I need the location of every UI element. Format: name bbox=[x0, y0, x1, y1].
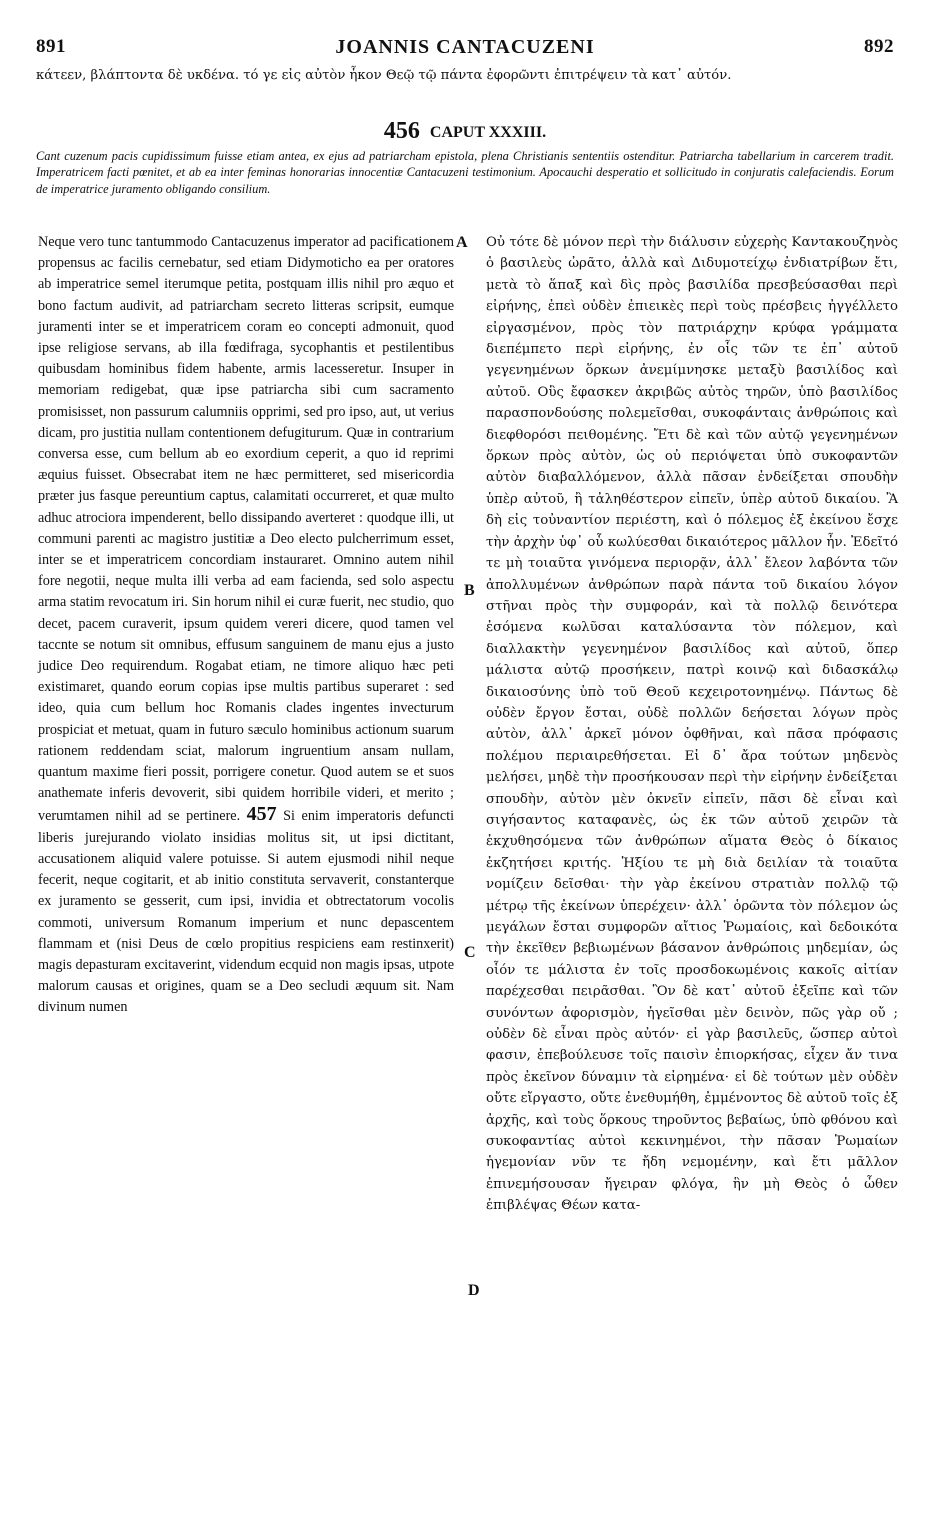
latin-paragraph bbox=[38, 232, 454, 1019]
latin-column bbox=[38, 232, 454, 1019]
latin-text-part1: Neque vero tunc tantummodo Cantacuzenus imperator ad pacificationem propensus ac facilis cernebatur, sed etiam Didymoticho ea per oratores ab imperatrice semel iterumque petita, postquam illis nihil pro æquo et bono factum audivit, ad patriarcham secreto litteras scripsit, eumque juramenti inter se et imperatricem coram eo concepti admonuit, quod ipse religiose servans, ab illa fœdifraga, sycophantis et pestilentibus quibusdam hominibus fidem habente, armis lacesseretur. Insuper in memoriam redigebat, quæ ipse patriarcha sibi cum sacramento promisisset, non passurum calumniis opprimi, sed pro ipso, aut, ut verius dicam, pro justitia nullam contentionem defugiturum. Quæ in contrarium conversa esse, cum bellum ab eo exordium ceperit, a quo id reprimi æquius fuisset. Obsecrabat item ne hæc permitteret, sed misericordia præter jus fasque pereuntium captus, calamitati occurreret, et quæ multo adhuc atrociora impenderent, bello dissipando averteret : quodque illi, ut communi parenti ac magistro justitiæ a Deo electo pulcherrimum esset, inter se et imperatricem concordiam instauraret. Omnino autem nihil fore negotii, neque multa illi verba ad eam facienda, sed solo aspectu arma statim revocatum iri. Sin horum nihil ei curæ fuerit, nec studio, quo decet, pacem curaverit, ipsum quidem vereri dicere, quod tamen vel taccnte se notum sit omnibus, effusum sanguinem de manu ejus a justo judice Deo requirendum. Rogabat etiam, ne timore aliquo hæc peti existimaret, quando eorum copias ipse multis partibus superaret : sed ideo, quia cum bellum hoc Romanis clades ingentes invecturum prospiciat et metuat, quam in futuro sæculo hominibus actionum suarum rationem reddendam sciat, malorum ingruentium ansam nullam, quantum maxime fieri possit, porrigere conetur. Quod autem se et suos anathemate inferis devoverit, sibi quidem horribile videri, et merito ; verumtamen nihil ad se pertinere. bbox=[38, 234, 454, 825]
chapter-argument: Cant cuzenum pacis cupidissimum fuisse etiam antea, ex ejus ad patriarcham epistola, plena Christianis sententiis ostenditur. Patriarcha tabellarium in carcerem tradit. Imperatricem facti pœnitet, et ab ea inter feminas honorarias innocentiæ Cantacuzeni testimonium. Apocauchi desperatio et sollicitudo in conjuratis calefaciendis. Eorum de imperatrice juramento obligando consilium. bbox=[36, 149, 894, 196]
carryover-greek-line: κάτεεν, βλάπτοντα δὲ υκδένα. τό γε εἰς αὐτὸν ἧκον Θεῷ τῷ πάντα ἐφορῶντι ἐπιτρέψειν τὰ κατ᾽ αὐτόν. bbox=[36, 68, 732, 83]
greek-paragraph: Οὐ τότε δὲ μόνον περὶ τὴν διάλυσιν εὐχερὴς Καντακουζηνὸς ὁ βασιλεὺς ὠρᾶτο, ἀλλὰ καὶ Διδυμοτείχῳ ἐνδιατρίβων ἔτι, μετὰ τὸ ἅπαξ καὶ δὶς πρὸς βασιλίδα πρεσβεύσασθαι περὶ εἰρήνης, ἐπεὶ οὐδὲν ἐπιεικὲς περὶ τοὺς πρέσβεις ἠγγέλλετο εἰργασμένον, πρὸς τὸν πατριάρχην κρύφα γράμματα διεπέμπετο περὶ εἰρήνης, ἐν οἷς τῶν τε ἐπ᾽ αὐτοῦ γεγενημένων ὅρκων ἀνεμίμνησκε μεταξὺ βασιλίδος καὶ αὐτοῦ. Οὓς ἔφασκεν ἀκριβῶς αὐτὸς τηρῶν, ὑπὸ βασιλίδος παρασπονδούσης πολεμεῖσθαι, συκοφάνταις ἀνθρώποις καὶ διεφθορόσι πειθομένης. Ἔτι δὲ καὶ τῶν αὐτῷ γεγενημένων ὅρκων πρὸς αὐτὸν, ὡς οὐ περιόψεται ὑπὸ συκοφαντῶν αὐτὸν διαβαλλόμενον, ἀλλὰ πᾶσαν ἐνδείξεται σπουδὴν ὑπὲρ αὐτοῦ, ἢ τἀληθέστερον εἰπεῖν, ὑπὲρ αὐτοῦ δικαίου. Ἃ δὴ εἰς τοὐναντίον περιέστη, καὶ ὁ πόλεμος ἐξ ἐκείνου ἔσχε τὴν ἀρχὴν ὑφ᾽ οὗ κωλύεσθαι δικαιότερος μᾶλλον ἦν. Ἐδεῖτό τε μὴ τοιαῦτα γινόμενα περιορᾷν, ἀλλ᾽ ἔλεον λαβόντα τῶν ἀπολλυμένων ἀνθρώπων παρὰ πάντα τοῦ δικαίου λόγον στῆναι πρὸς τὴν συμφοράν, καὶ τὰ πολλῷ δεινότερα ἐσόμενα κωλῦσαι καταλύσαντα τὸν πόλεμον, καὶ διαλλακτὴν γεγενημένον βασιλίδος καὶ αὐτοῦ, ὅπερ μάλιστα αὐτῷ προσήκειν, πατρὶ κοινῷ καὶ διδασκάλῳ δικαιοσύνης ὑπὸ τοῦ Θεοῦ κεχειροτονημένῳ. Πάντως δὲ οὐδὲν ἔργον ἔσται, οὐδὲ πολλῶν δεήσεται λόγων πρὸς αὐτὸν, ἀλλ᾽ ἀρκεῖ μόνον ὀφθῆναι, καὶ πᾶσα πρόφασις πολέμου περιαιρεθήσεται. Εἰ δ᾽ ἄρα τούτων μηδενὸς μελήσει, μηδὲ τὴν προσήκουσαν περὶ τὴν εἰρήνην ἐνδείξεται σπουδὴν, αὐτὸν μὲν ὀκνεῖν εἰπεῖν, πᾶσι δὲ εἶναι καὶ σιγήσαντος καταφανὲς, ὡς ἐκ τῶν αὐτοῦ χειρῶν τὰ ἐκχυθησόμενα τῶν ἀνθρώπων αἵματα Θεὸς ὁ δίκαιος ἐκζητήσει κριτής. Ἠξίου τε μὴ διὰ δειλίαν τὰ τοιαῦτα νομίζειν δεῖσθαι· τὴν γὰρ ἐκείνου στρατιὰν πολλῷ τῷ μέτρῳ τῆς ἐκείνων ὑπερέχειν· ἀλλ᾽ ὁρῶντα τὸν πόλεμον ὡς μεγάλων ἔσται συμφορῶν αἴτιος Ῥωμαίοις, καὶ δεδοικότα τὴν ἐκεῖθεν βεβιωμένων βάσανον ἀνθρώποις μηδεμίαν, ὡς οἷόν τε μάλιστα ἐν τοῖς προσδοκωμένοις κακοῖς αἰτίαν παρέχεσθαι πειρᾶσθαι. Ὃν δὲ κατ᾽ αὐτοῦ ἐξεῖπε καὶ τῶν συνόντων ἀφορισμὸν, ἡγεῖσθαι μὲν δεινὸν, πῶς γὰρ οὔ ; οὐδὲν δὲ εἶναι πρὸς αὐτόν· εἰ γὰρ βασιλεῦς, ὥσπερ αὐτοὶ φασιν, ἐπεβούλευσε τοῖς παισὶν ἐπιορκήσας, εἶχεν ἄν τινα πρὸς ἐκεῖνον δύναμιν τὰ εἰρημένα· εἰ δὲ τούτων μὲν οὐδὲν οὔτε εἴργαστο, οὔτε ἐνεθυμήθη, ἐμμένοντος δὲ αὐτοῦ τοῖς ἐξ ἀρχῆς, καὶ τοὺς ὅρκους τηροῦντος βεβαίως, ὑπὸ φθόνου καὶ συκοφαντίας αὐτοὶ κεκινημένοι, τὴν πᾶσαν Ῥωμαίων ἡγεμονίαν νῦν τε ἤδη νεμομένην, καὶ ἔτι μᾶλλον ἐπινεμήσουσαν ἤγειραν φλόγα, ἣν μὴ Θεὸς ὁ ὦθεν ἐπιβλέψας Θέων κατα- bbox=[486, 235, 898, 1214]
chapter-title: CAPUT XXXIII. bbox=[429, 124, 547, 141]
running-title: JOANNIS CANTACUZENI bbox=[335, 35, 595, 58]
chapter-number: 456 bbox=[383, 118, 420, 144]
page-marker-number: 457 bbox=[246, 803, 277, 826]
margin-marker-b: B bbox=[464, 582, 475, 599]
latin-text-part2: Si enim imperatoris defuncti liberis jurejurando violato insidias molitus sit, ut ipsi dictitant, accusationem aliquid valere potuisse. Si autem ejusmodi nihil neque fecerit, neque cogitarit, et ab initio constituta servaverit, constanterque ex juramento se gesserit, cum ipsi, invidia et obtrectatorum vocolis commoti, universum Romanum imperium et nunc depascentem flammam et (nisi Deus de cœlo propitius respiciens eam restinxerit) magis depasturam excitaverint, videndum ecquid non magis ipsas, utpote malorum causas et origines, quam se a Deo secludi æquum sit. Nam divinum numen bbox=[38, 808, 455, 1016]
greek-column bbox=[486, 232, 898, 1217]
chapter-heading bbox=[0, 118, 930, 145]
page-number-left: 891 bbox=[36, 36, 66, 57]
margin-marker-d: D bbox=[468, 1282, 480, 1299]
margin-marker-c: C bbox=[464, 944, 476, 961]
margin-marker-a: A bbox=[456, 234, 468, 251]
running-header bbox=[36, 32, 894, 62]
page-number-right: 892 bbox=[864, 36, 894, 57]
